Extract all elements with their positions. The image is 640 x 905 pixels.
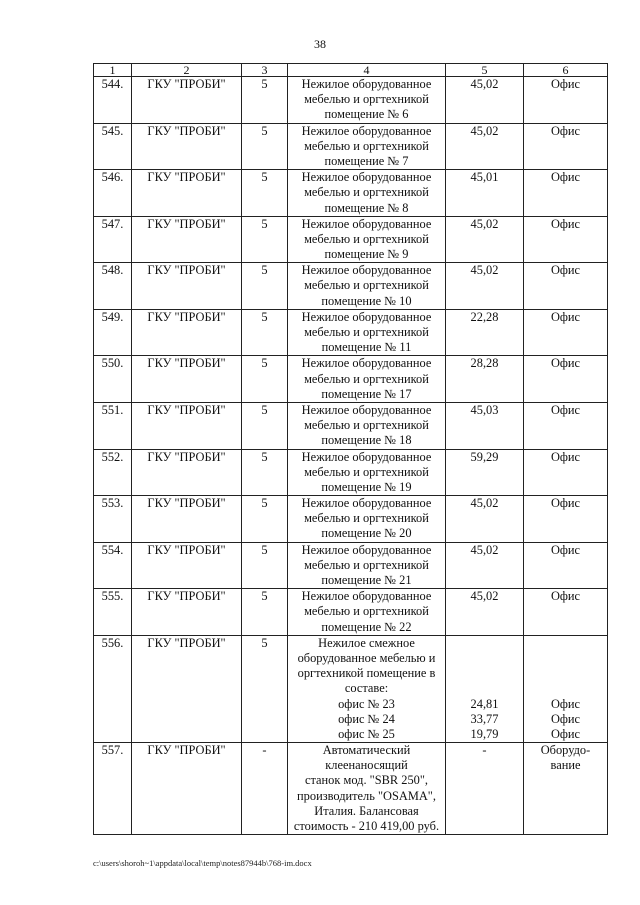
purpose-cell-line: Офис [550,496,581,511]
organization-cell-text: ГКУ "ПРОБИ" [147,743,226,758]
area-cell-line: 59,29 [470,449,499,464]
table-row [94,263,608,310]
purpose-cell-line: Офис [550,726,581,741]
description-cell-line: помещение № 17 [321,386,412,401]
column-header: 6 [524,64,608,77]
table-row [94,123,608,170]
description-cell-line: Италия. Балансовая [314,803,419,818]
column-header: 5 [446,64,524,77]
row-number-cell-text: 551. [101,402,124,417]
area-cell-line: 45,01 [470,170,499,185]
description-cell-line: помещение № 19 [321,479,412,494]
purpose-cell-line [524,681,607,696]
row-number-cell-text: 557. [101,743,124,758]
floor-cell [242,356,288,403]
purpose-cell-line: Офис [550,263,581,278]
floor-cell-text: 5 [261,170,268,185]
organization-cell-text: ГКУ "ПРОБИ" [147,449,226,464]
purpose-cell [524,356,608,403]
description-cell-line: клеенаносящий [325,758,408,773]
purpose-cell [524,402,608,449]
purpose-cell [524,123,608,170]
purpose-cell [524,589,608,636]
table-row [94,743,608,835]
floor-cell [242,743,288,835]
area-cell-line [446,666,523,681]
area-cell-line: 22,28 [470,309,499,324]
organization-cell [132,402,242,449]
description-cell-line: мебелью и оргтехникой [304,371,429,386]
floor-cell-text: 5 [261,216,268,231]
description-cell [288,635,446,742]
row-number-cell [94,635,132,742]
description-cell-line: мебелью и оргтехникой [304,325,429,339]
purpose-cell-line: Офис [550,449,581,464]
area-cell-line: 19,79 [470,726,499,741]
floor-cell [242,77,288,124]
area-cell-line: 45,02 [470,542,499,557]
table-row [94,77,608,124]
description-cell-line: Нежилое оборудованное [301,216,432,231]
purpose-cell-line: Оборудо- [540,743,591,758]
organization-cell-text: ГКУ "ПРОБИ" [147,123,226,138]
description-cell-line: Нежилое оборудованное [301,356,432,371]
floor-cell [242,542,288,589]
purpose-cell-line: Офис [550,589,581,604]
row-number-cell-text: 546. [101,170,124,185]
floor-cell-text: - [262,743,267,758]
table-row [94,402,608,449]
purpose-cell-line: Офис [550,170,581,185]
floor-cell [242,635,288,742]
floor-cell [242,309,288,356]
description-cell-line: мебелью и оргтехникой [304,138,429,153]
description-cell [288,123,446,170]
floor-cell [242,449,288,496]
organization-cell [132,356,242,403]
row-number-cell [94,402,132,449]
organization-cell-text: ГКУ "ПРОБИ" [147,589,226,604]
row-number-cell [94,496,132,543]
organization-cell-text: ГКУ "ПРОБИ" [147,356,226,371]
page-number: 38 [314,37,326,51]
description-cell-line: составе: [344,681,389,696]
row-number-cell [94,589,132,636]
description-cell-line: помещение № 7 [324,153,409,168]
row-number-cell-text: 555. [101,589,124,604]
organization-cell-text: ГКУ "ПРОБИ" [147,309,226,324]
floor-cell-text: 5 [261,449,268,464]
area-cell [446,170,524,217]
area-cell [446,589,524,636]
floor-cell-text: 5 [261,402,268,417]
organization-cell-text: ГКУ "ПРОБИ" [147,77,226,91]
row-number-cell-text: 550. [101,356,124,371]
area-cell [446,123,524,170]
floor-cell [242,170,288,217]
area-cell [446,635,524,742]
purpose-cell [524,263,608,310]
purpose-cell [524,170,608,217]
organization-cell-text: ГКУ "ПРОБИ" [147,216,226,231]
area-cell-line: 45,02 [470,216,499,231]
description-cell-line: Нежилое оборудованное [301,449,432,464]
description-cell-line: Нежилое оборудованное [301,170,432,185]
column-header: 4 [288,64,446,77]
description-cell-line: помещение № 22 [321,619,412,634]
description-cell [288,402,446,449]
description-cell [288,263,446,310]
purpose-cell [524,743,608,835]
area-cell-line: - [482,743,487,758]
description-cell-line: мебелью и оргтехникой [304,464,429,479]
area-cell [446,743,524,835]
row-number-cell [94,216,132,263]
purpose-cell [524,496,608,543]
row-number-cell [94,542,132,589]
organization-cell [132,589,242,636]
table-row [94,170,608,217]
description-cell-line: помещение № 11 [321,340,412,355]
description-cell-line: помещение № 21 [321,573,412,587]
file-path-footer: c:\users\shoroh~1\appdata\local\temp\notes87944b\768-im.docx [93,858,312,868]
column-header: 2 [132,64,242,77]
row-number-cell-text: 548. [101,263,124,278]
floor-cell [242,216,288,263]
purpose-cell-line: вание [550,758,581,773]
description-cell-line: Нежилое оборудованное [301,309,432,324]
row-number-cell [94,77,132,124]
area-cell-line: 45,02 [470,589,499,604]
area-cell [446,263,524,310]
organization-cell [132,743,242,835]
area-cell-line: 45,03 [470,402,499,417]
organization-cell [132,635,242,742]
row-number-cell [94,743,132,835]
description-cell-line: помещение № 10 [321,293,412,308]
description-cell-line: мебелью и оргтехникой [304,278,429,293]
floor-cell-text: 5 [261,123,268,138]
floor-cell [242,123,288,170]
area-cell-line: 45,02 [470,123,499,138]
floor-cell-text: 5 [261,356,268,371]
floor-cell-text: 5 [261,263,268,278]
description-cell-line: Нежилое оборудованное [301,77,432,91]
description-cell-line: мебелью и оргтехникой [304,604,429,619]
description-cell-line: станок мод. "SBR 250", [304,773,428,788]
table-header-row [94,64,608,77]
row-number-cell-text: 553. [101,496,124,511]
description-cell [288,496,446,543]
area-cell [446,496,524,543]
area-cell-line: 45,02 [470,77,499,91]
area-cell-line [446,651,523,666]
description-cell-line: Нежилое оборудованное [301,402,432,417]
table-row [94,589,608,636]
floor-cell [242,263,288,310]
description-cell-line: производитель "OSAMA", [297,788,436,803]
purpose-cell [524,449,608,496]
floor-cell-text: 5 [261,309,268,324]
table-row [94,449,608,496]
description-cell-line: Нежилое оборудованное [301,123,432,138]
description-cell-line: стоимость - 210 419,00 руб. [293,819,440,833]
floor-cell-text: 5 [261,589,268,604]
organization-cell-text: ГКУ "ПРОБИ" [147,542,226,557]
organization-cell [132,216,242,263]
column-header: 3 [242,64,288,77]
organization-cell [132,542,242,589]
description-cell-line: помещение № 8 [324,200,409,215]
purpose-cell-line: Офис [550,542,581,557]
area-cell-line: 24,81 [470,696,499,711]
description-cell-line: помещение № 18 [321,433,412,448]
row-number-cell-text: 549. [101,309,124,324]
description-cell-line: Нежилое оборудованное [301,542,432,557]
floor-cell-text: 5 [261,542,268,557]
purpose-cell-line: Офис [550,77,581,91]
purpose-cell-line: Офис [550,216,581,231]
description-cell-line: помещение № 6 [324,107,409,122]
organization-cell-text: ГКУ "ПРОБИ" [147,263,226,278]
floor-cell [242,402,288,449]
purpose-cell [524,635,608,742]
description-cell-line: Нежилое оборудованное [301,496,432,511]
description-cell-line: оргтехникой помещение в [297,666,436,681]
description-cell [288,743,446,835]
area-cell-line [446,681,523,696]
registry-table [93,63,608,835]
organization-cell [132,263,242,310]
organization-cell-text: ГКУ "ПРОБИ" [147,402,226,417]
description-cell [288,170,446,217]
table-row [94,542,608,589]
area-cell [446,309,524,356]
description-cell-line: помещение № 9 [324,247,409,262]
description-cell [288,309,446,356]
purpose-cell-line [524,636,607,651]
row-number-cell-text: 556. [101,635,124,650]
description-cell-line: оборудованное мебелью и [297,650,436,665]
purpose-cell [524,309,608,356]
description-cell-line: мебелью и оргтехникой [304,231,429,246]
organization-cell [132,123,242,170]
table-row [94,356,608,403]
area-cell [446,402,524,449]
purpose-cell-line: Офис [550,711,581,726]
purpose-cell-line [524,666,607,681]
description-cell [288,356,446,403]
row-number-cell-text: 547. [101,216,124,231]
purpose-cell-line [524,651,607,666]
area-cell-line [446,636,523,651]
row-number-cell [94,309,132,356]
floor-cell [242,589,288,636]
description-cell-line: мебелью и оргтехникой [304,185,429,200]
area-cell-line: 45,02 [470,496,499,511]
table-row [94,496,608,543]
description-cell-line: мебелью и оргтехникой [304,511,429,526]
purpose-cell [524,216,608,263]
purpose-cell [524,77,608,124]
row-number-cell-text: 544. [101,77,124,91]
organization-cell [132,496,242,543]
description-cell [288,542,446,589]
row-number-cell [94,170,132,217]
description-cell-line: мебелью и оргтехникой [304,557,429,572]
organization-cell [132,170,242,217]
organization-cell-text: ГКУ "ПРОБИ" [147,635,226,650]
description-cell [288,216,446,263]
description-cell [288,77,446,124]
area-cell [446,77,524,124]
row-number-cell [94,263,132,310]
description-cell-line: мебелью и оргтехникой [304,92,429,107]
description-cell-line: офис № 24 [338,711,395,726]
floor-cell-text: 5 [261,496,268,511]
description-cell-line: мебелью и оргтехникой [304,418,429,433]
purpose-cell-line: Офис [550,696,581,711]
column-header: 1 [94,64,132,77]
row-number-cell-text: 554. [101,542,124,557]
description-cell [288,449,446,496]
purpose-cell [524,542,608,589]
description-cell-line: Нежилое оборудованное [301,263,432,278]
purpose-cell-line: Офис [550,402,581,417]
row-number-cell-text: 552. [101,449,124,464]
area-cell [446,356,524,403]
row-number-cell [94,449,132,496]
description-cell-line: офис № 25 [338,726,395,741]
floor-cell [242,496,288,543]
row-number-cell-text: 545. [101,123,124,138]
floor-cell-text: 5 [261,77,268,91]
organization-cell [132,309,242,356]
row-number-cell [94,356,132,403]
table-row [94,216,608,263]
description-cell-line: офис № 23 [338,696,395,711]
area-cell [446,542,524,589]
table-row [94,635,608,742]
organization-cell-text: ГКУ "ПРОБИ" [147,170,226,185]
organization-cell [132,449,242,496]
area-cell [446,216,524,263]
description-cell [288,589,446,636]
area-cell-line: 28,28 [470,356,499,371]
area-cell-line: 33,77 [470,711,499,726]
purpose-cell-line: Офис [550,123,581,138]
purpose-cell-line: Офис [550,356,581,371]
description-cell-line: помещение № 20 [321,526,412,541]
floor-cell-text: 5 [261,635,268,650]
description-cell-line: Нежилое смежное [318,635,415,650]
table-row [94,309,608,356]
organization-cell [132,77,242,124]
area-cell-line: 45,02 [470,263,499,278]
description-cell-line: Автоматический [322,743,411,758]
description-cell-line: Нежилое оборудованное [301,589,432,604]
purpose-cell-line: Офис [550,309,581,324]
row-number-cell [94,123,132,170]
area-cell [446,449,524,496]
organization-cell-text: ГКУ "ПРОБИ" [147,496,226,511]
